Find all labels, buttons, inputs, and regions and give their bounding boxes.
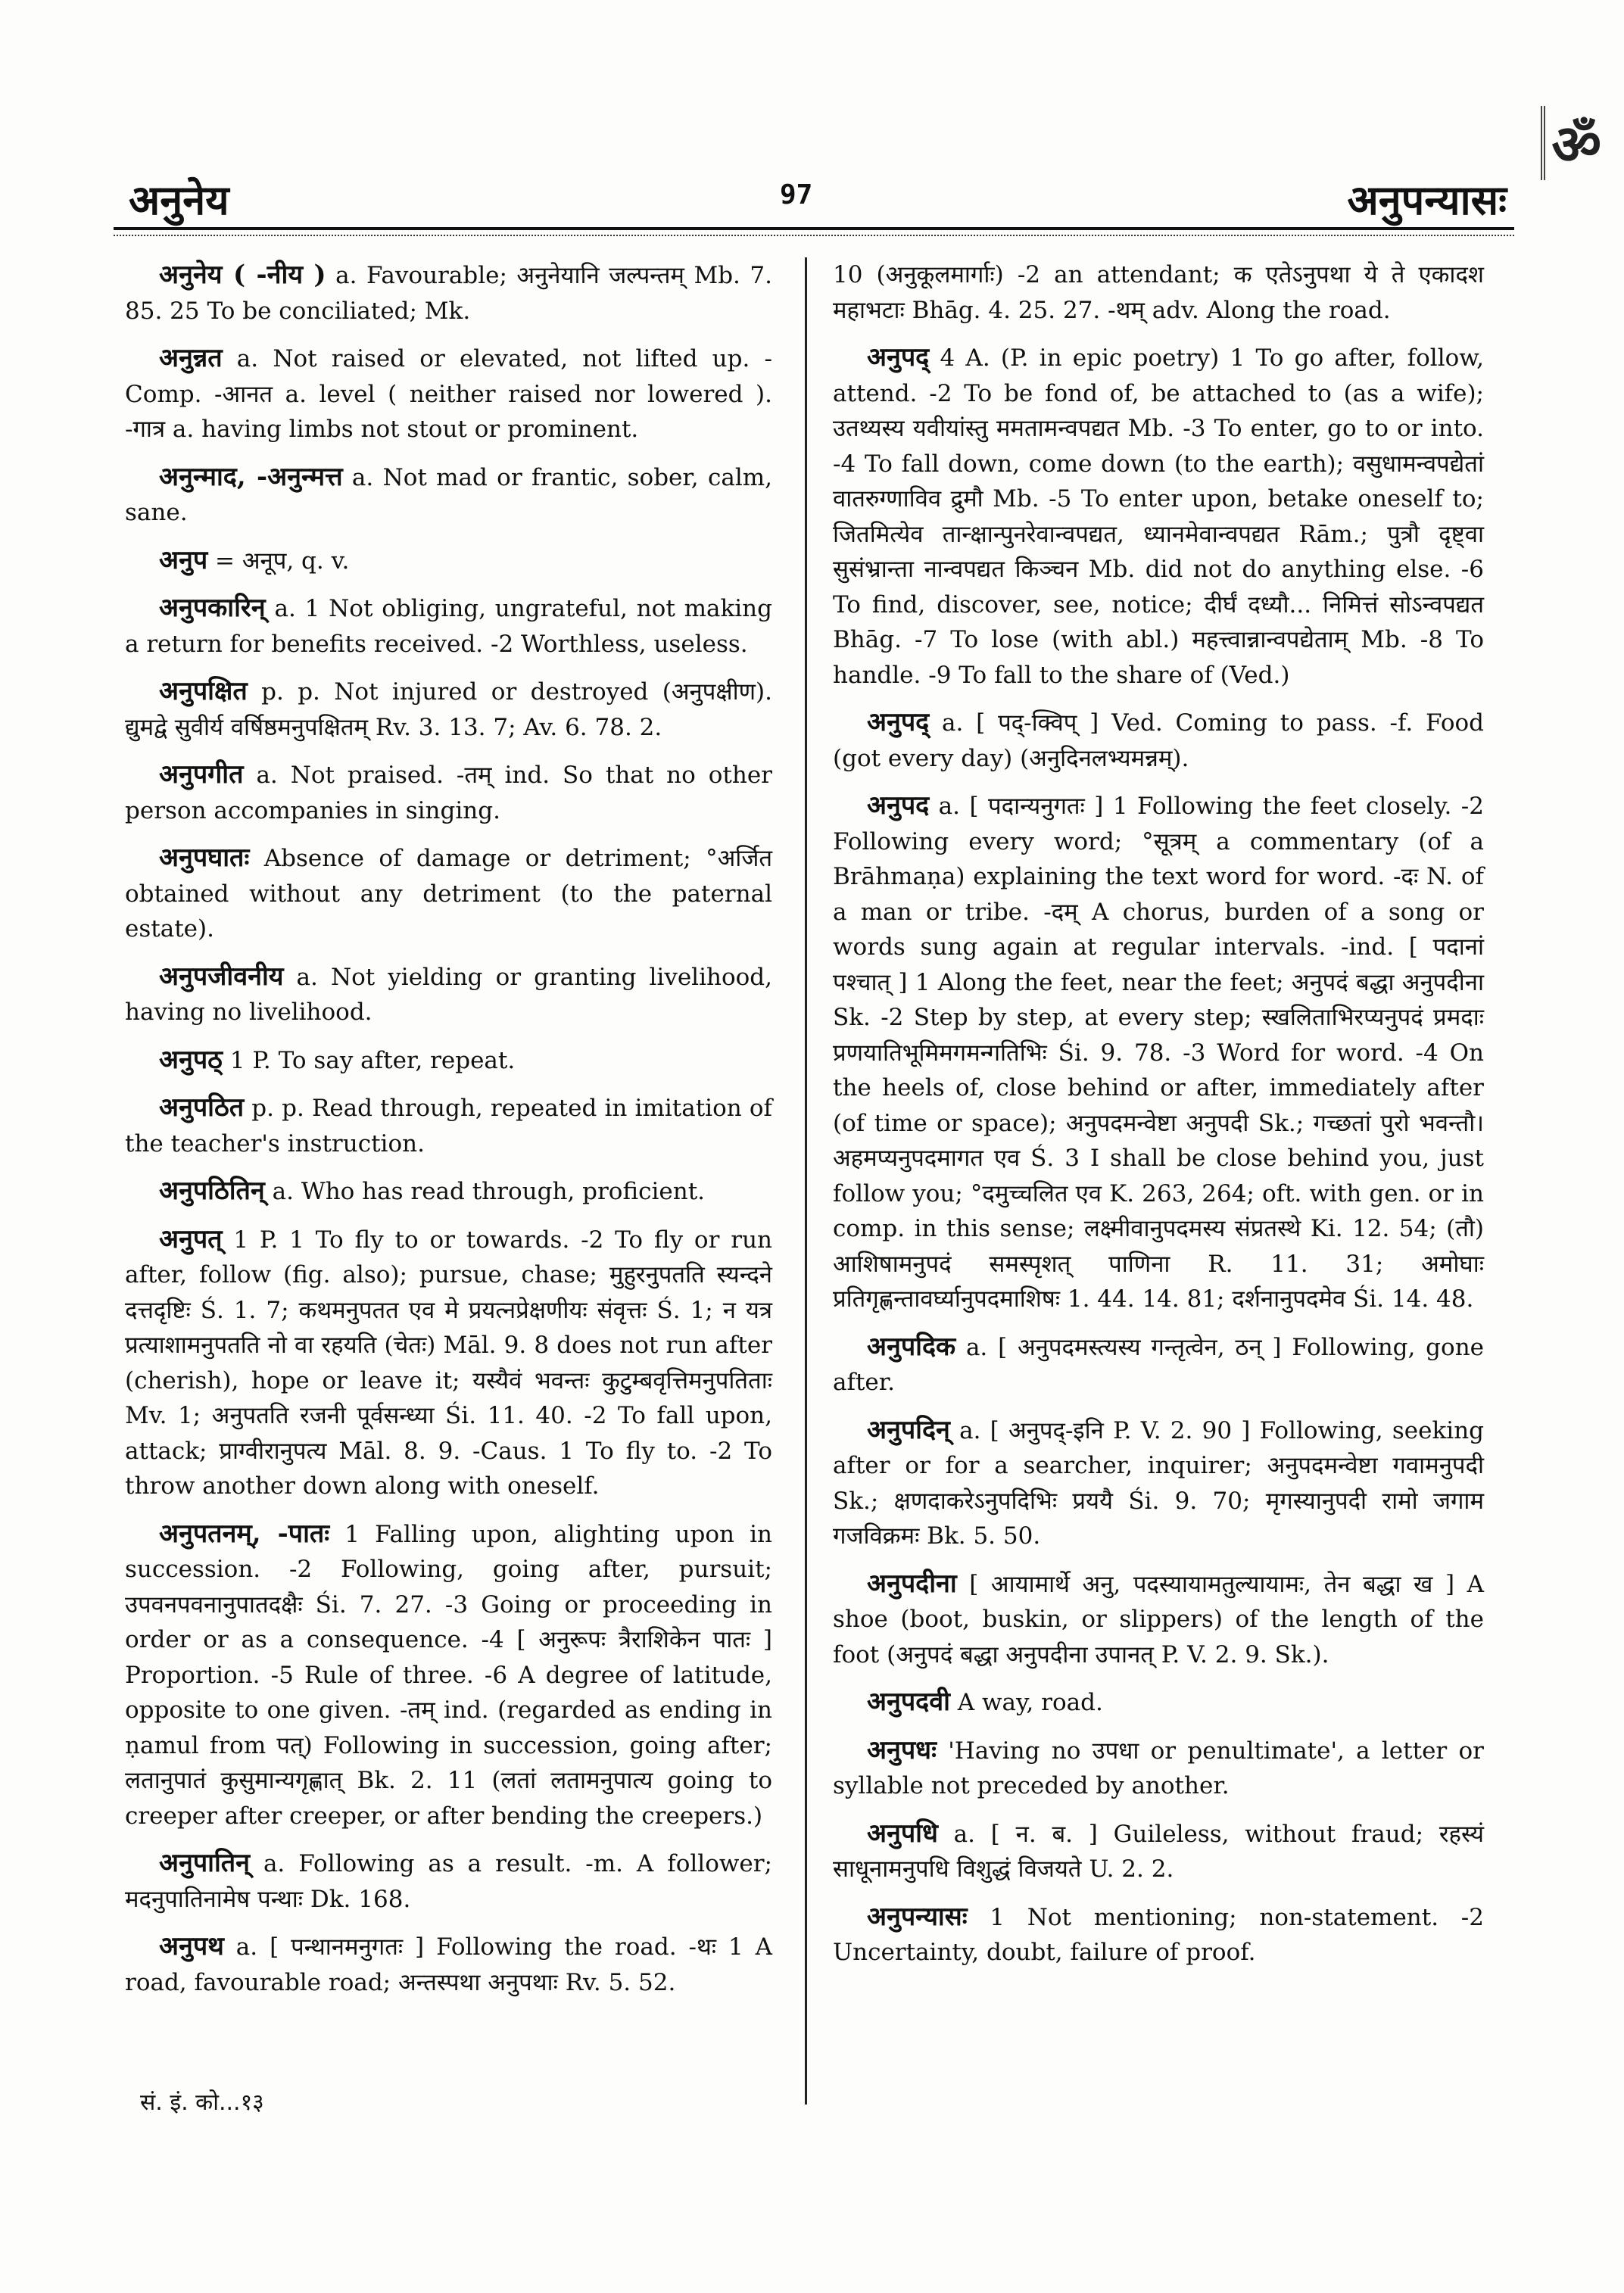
entry-definition: a. Not praised. -तम् ind. So that no other person accompanies in singing. <box>125 762 772 824</box>
dictionary-entry <box>125 257 772 329</box>
entry-definition: [ आयामार्थे अनु, पदस्यायामतुल्यायामः, तेन बद्धा ख ] A shoe (boot, buskin, or slippers) of the length of the foot (अनुपदं बद्धा अनुपदीना उपानत् P. V. 2. 9. Sk.). <box>833 1570 1484 1668</box>
headword: अनुपदिन् <box>867 1414 950 1445</box>
entry-definition: 4 A. (P. in epic poetry) 1 To go after, follow, attend. -2 To be fond of, be attached to (as a wife); उतथ्यस्य यवीयांस्तु ममतामन्वपद्यत Mb. -3 To enter, go to or into. -4 To fall down, come down (to the earth); वसुधामन्वपद्येतां वातरुग्णाविव द्रुमौ Mb. -5 To enter upon, betake oneself to; जितमित्येव तान्क्षान्पुनरेवान्वपद्यत, ध्यानमेवान्वपद्यत Rām.; पुत्रौ दृष्ट्वा सुसंभ्रान्ता नान्वपद्यत किञ्चन Mb. did not do anything else. -6 To find, discover, see, notice; दीर्घं दध्यौ... निमित्तं सोऽन्वपद्यत Bhāg. -7 To lose (with abl.) महत्त्वान्नान्वपद्येताम् Mb. -8 To handle. -9 To fall to the share of (Ved.) <box>833 344 1484 689</box>
entry-definition: a. [ पन्थानमनुगतः ] Following the road. -थः 1 A road, favourable road; अन्तस्पथा अनुपथाः Rv. 5. 52. <box>125 1933 772 1996</box>
headword: अनुपगीत <box>159 759 244 790</box>
headword: अनुपठितिन् <box>159 1176 265 1206</box>
headword: अनुपदिक <box>867 1331 956 1362</box>
entry-definition: a. [ न. ब. ] Guileless, without fraud; रहस्यं साधूनामनुपधि विशुद्धं विजयते U. 2. 2. <box>833 1820 1484 1883</box>
entry-definition: Absence of damage or detriment; °अर्जित obtained without any detriment (to the paternal estate). <box>125 845 772 942</box>
entry-definition: p. p. Read through, repeated in imitation of the teacher's instruction. <box>125 1095 772 1157</box>
dictionary-entry <box>833 1566 1484 1673</box>
headword: अनुपद <box>867 790 930 821</box>
headword: अनुपद् <box>867 342 930 372</box>
dictionary-entry <box>833 705 1484 776</box>
column-divider <box>805 257 807 2105</box>
headword: अनुन्नत <box>159 343 223 373</box>
dictionary-entry <box>125 1173 772 1210</box>
headword: अनुपथ <box>159 1931 224 1961</box>
header-last-word: अनुपन्यासः <box>1347 176 1507 224</box>
entry-definition: p. p. Not injured or destroyed (अनुपक्षीण). द्युमद्वे सुवीर्य वर्षिष्ठमनुपक्षितम् Rv. 3. 13. 7; Av. 6. 78. 2. <box>125 678 772 741</box>
header-first-word: अनुनेय <box>129 176 229 224</box>
entry-definition: A way, road. <box>949 1689 1103 1716</box>
headword: अनुनेय ( -नीय ) <box>159 260 326 290</box>
dictionary-entry <box>125 341 772 447</box>
headword: अनुपतनम्, -पातः <box>159 1518 330 1549</box>
dictionary-entry <box>125 460 772 531</box>
right-column <box>833 257 1484 1983</box>
dictionary-entry <box>833 1684 1484 1721</box>
headword: अनुपद् <box>867 707 930 737</box>
dictionary-entry <box>125 959 772 1030</box>
dictionary-entry <box>125 1222 772 1504</box>
headword: अनुपक्षित <box>159 676 248 706</box>
entry-definition: a. Not mad or frantic, sober, calm, sane. <box>125 463 772 526</box>
entry-definition: 1 P. To say after, repeat. <box>222 1046 516 1074</box>
dictionary-entry <box>833 1413 1484 1554</box>
headword: अनुपधि <box>867 1818 938 1849</box>
entry-definition: 1 Not mentioning; non-statement. -2 Uncertainty, doubt, failure of proof. <box>833 1903 1484 1966</box>
entry-definition: a. [ अनुपदमस्त्यस्य गन्तृत्वेन, ठन् ] Following, gone after. <box>833 1333 1484 1396</box>
dictionary-entry <box>125 543 772 579</box>
entry-definition: a. [ अनुपद्-इनि P. V. 2. 90 ] Following, seeking after or for a searcher, inquirer; अनुपदमन्वेष्टा गवामनुपदी Sk.; क्षणदाकरेऽनुपदिभिः प्रययै Śi. 9. 70; मृगस्यानुपदी रामो जगाम गजविक्रमः Bk. 5. 50. <box>833 1416 1484 1550</box>
entry-definition: a. 1 Not obliging, ungrateful, not making a return for benefits received. -2 Worthless, useless. <box>125 595 772 658</box>
headword: अनुपातिन् <box>159 1848 251 1878</box>
dictionary-entry <box>125 840 772 947</box>
entry-definition: a. [ पदान्यनुगतः ] 1 Following the feet closely. -2 Following every word; °सूत्रम् a commentary (of a Brāhmaṇa) explaining the text word for word. -दः N. of a man or tribe. -दम् A chorus, burden of a song or words sung again at regular intervals. -ind. [ पदानां पश्चात् ] 1 Along the feet, near the feet; अनुपदं बद्धा अनुपदीना Sk. -2 Step by step, at every step; स्खलिताभिरप्यनुपदं प्रमदाः प्रणयातिभूमिमगमन्गतिभिः Śi. 9. 78. -3 Word for word. -4 On the heels of, close behind or after, immediately after (of time or space); अनुपदमन्वेष्टा अनुपदी Sk.; गच्छतां पुरो भवन्तौ। अहमप्यनुपदमागत एव Ś. 3 I shall be close behind you, just follow you; °दमुच्चलित एव K. 263, 264; oft. with gen. or in comp. in this sense; लक्ष्मीवानुपदमस्य संप्रतस्थे Ki. 12. 54; (तौ) आशिषामनुपदं समस्पृशत् पाणिना R. 11. 31; अमोघाः प्रतिगृह्णन्तावर्घ्यानुपदमाशिषः 1. 44. 14. 81; दर्शनानुपदमेव Śi. 14. 48. <box>833 793 1484 1313</box>
running-header <box>114 170 1514 231</box>
entry-definition: a. [ पद्-क्विप् ] Ved. Coming to pass. -f. Food (got every day) (अनुदिनलभ्यमन्नम्). <box>833 709 1484 772</box>
dictionary-entry <box>125 1846 772 1917</box>
dictionary-entry <box>125 590 772 662</box>
dictionary-entry <box>833 1733 1484 1804</box>
header-rule <box>114 227 1514 230</box>
headword: अनुन्माद, -अनुन्मत्त <box>159 461 343 492</box>
entry-definition: 1 P. 1 To fly to or towards. -2 To fly or run after, follow (fig. also); pursue, chase; मुहुरनुपतति स्यन्दने दत्तदृष्टिः Ś. 1. 7; कथमनुपतत एव मे प्रयत्नप्रेक्षणीयः संवृत्तः Ś. 1; न यत्र प्रत्याशामनुपतति नो वा रहयति (चेतः) Māl. 9. 8 does not run after (cherish), hope or leave it; यस्यैवं भवन्तः कुटुम्बवृत्तिमनुपतिताः Mv. 1; अनुपतति रजनी पूर्वसन्ध्या Śi. 11. 40. -2 To fall upon, attack; प्राग्वीरानुपत्य Māl. 8. 9. -Caus. 1 To fly to. -2 To throw another down along with oneself. <box>125 1226 772 1500</box>
entry-definition: 10 (अनुकूलमार्गाः) -2 an attendant; क एतेऽनुपथा ये ते एकादश महाभटाः Bhāg. 4. 25. 27. -थम् adv. Along the road. <box>833 261 1484 324</box>
headword: अनुपठित <box>159 1092 245 1123</box>
dictionary-entry <box>833 340 1484 693</box>
headword: अनुपजीवनीय <box>159 961 284 992</box>
headword: अनुपधः <box>867 1734 937 1765</box>
left-column <box>125 257 772 2012</box>
headword: अनुपकारिन् <box>159 593 266 623</box>
dictionary-entry <box>125 1516 772 1834</box>
headword: अनुपघातः <box>159 843 250 873</box>
dictionary-entry <box>833 788 1484 1317</box>
dictionary-entry <box>833 257 1484 328</box>
entry-definition: a. Who has read through, proficient. <box>264 1178 706 1205</box>
entry-definition: a. Favourable; अनुनेयानि जल्पन्तम् Mb. 7. 85. 25 To be conciliated; Mk. <box>125 262 772 325</box>
headword: अनुपत् <box>159 1223 223 1254</box>
header-dotted-rule <box>114 235 1514 236</box>
headword: अनुपदवी <box>867 1687 950 1717</box>
headword: अनुपदीना <box>867 1568 957 1599</box>
entry-definition: a. Following as a result. -m. A follower; मदनुपातिनामेष पन्थाः Dk. 168. <box>125 1850 772 1913</box>
dictionary-entry <box>125 1929 772 2000</box>
dictionary-entry <box>125 1090 772 1161</box>
entry-definition: a. Not raised or elevated, not lifted up. -Comp. -आनत a. level ( neither raised nor lowered ). -गात्र a. having limbs not stout or prominent. <box>125 345 772 443</box>
signature-footer: सं. इं. को...१३ <box>140 2089 264 2116</box>
dictionary-entry <box>125 1042 772 1079</box>
om-symbol: ॐ <box>1541 106 1601 180</box>
page-number: 97 <box>780 179 813 210</box>
dictionary-entry <box>125 674 772 745</box>
entry-definition: 1 Falling upon, alighting upon in succession. -2 Following, going after, pursuit; उपवनपवनानुपातदक्षैः Śi. 7. 27. -3 Going or proceeding in order or as a consequence. -4 [ अनुरूपः त्रैराशिकेन पातः ] Proportion. -5 Rule of three. -6 A degree of latitude, opposite to one given. -तम् ind. (regarded as ending in ṇamul from पत्) Following in succession, going after; लतानुपातं कुसुमान्यगृह्णात् Bk. 2. 11 (लतां लतामनुपात्य going to creeper after creeper, or after bending the creepers.) <box>125 1520 772 1830</box>
dictionary-entry <box>833 1816 1484 1887</box>
entry-definition: a. Not yielding or granting livelihood, having no livelihood. <box>125 963 772 1026</box>
dictionary-entry <box>125 757 772 828</box>
headword: अनुपन्यासः <box>867 1901 968 1932</box>
entry-definition: = अनूप, q. v. <box>207 547 350 575</box>
headword: अनुप <box>159 544 208 575</box>
dictionary-entry <box>833 1899 1484 1971</box>
entry-definition: 'Having no उपधा or penultimate', a letter or syllable not preceded by another. <box>833 1737 1484 1799</box>
dictionary-entry <box>833 1329 1484 1400</box>
headword: अनुपठ् <box>159 1044 223 1075</box>
